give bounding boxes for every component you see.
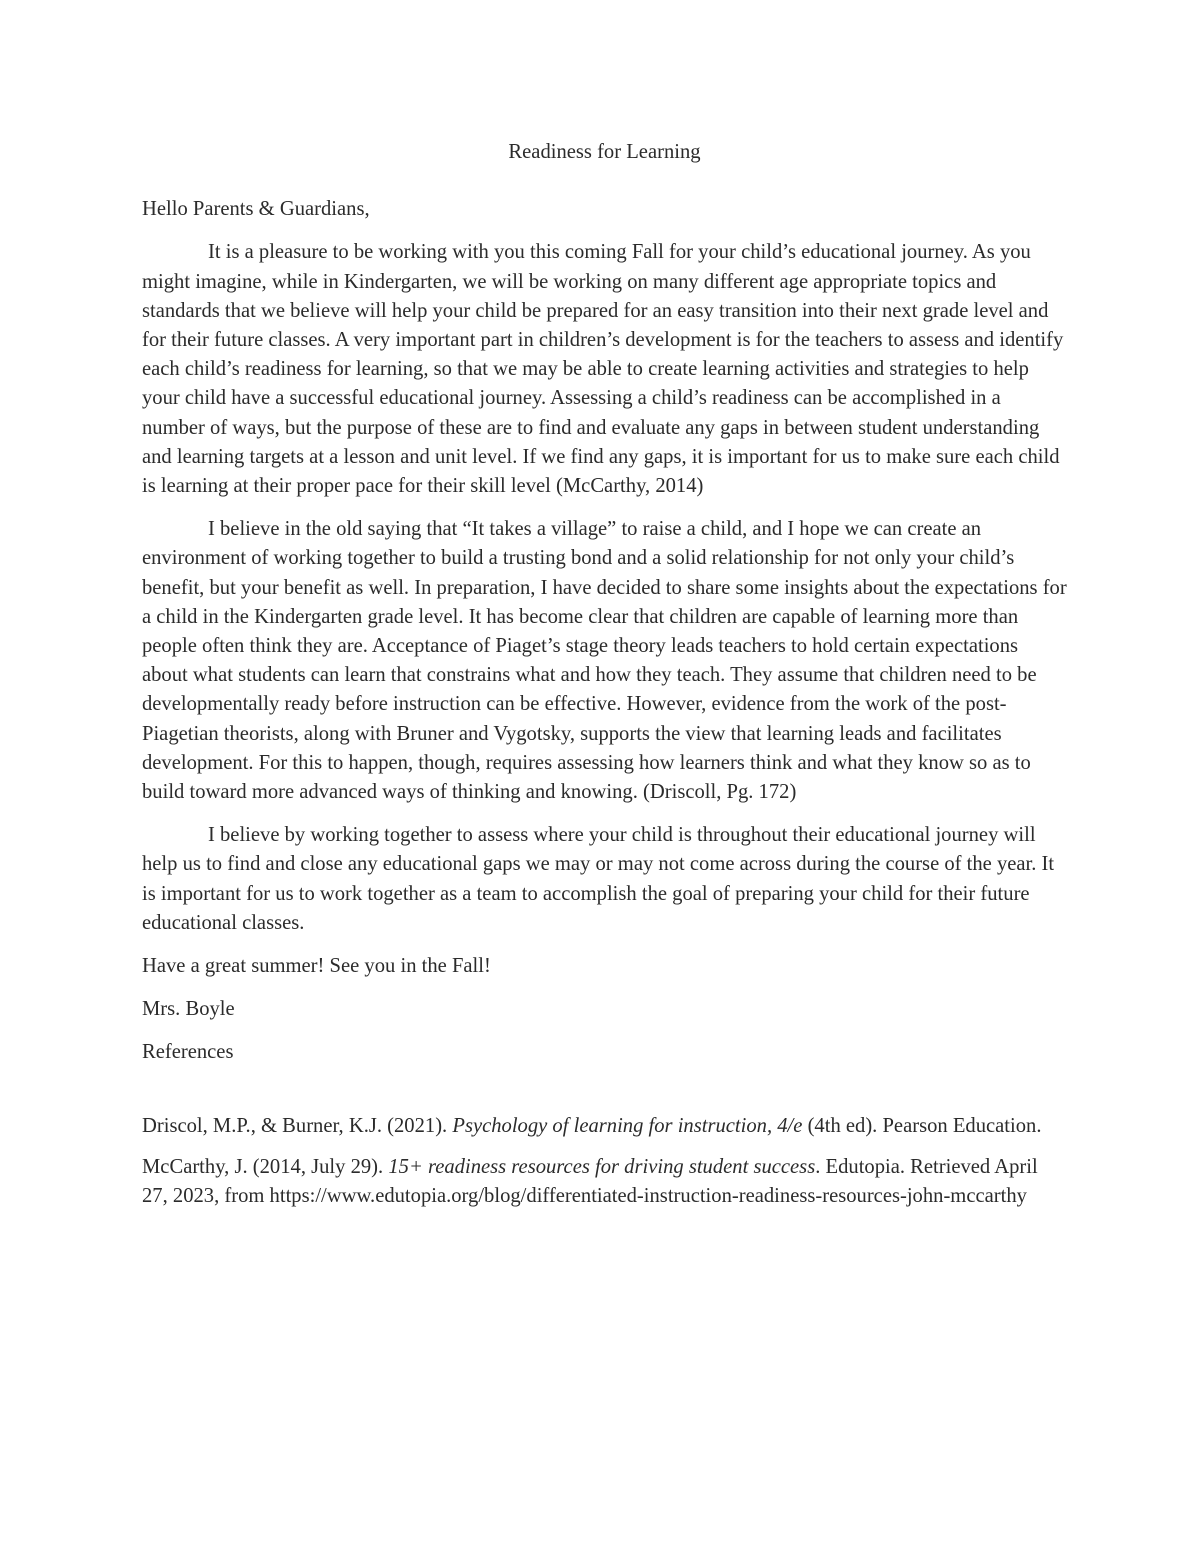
reference-driscol-title: Psychology of learning for instruction, 4/e: [452, 1114, 803, 1137]
paragraph-village: I believe in the old saying that “It takes a village” to raise a child, and I hope we can create an environment of working together to build a trusting bond and a solid relationship for not only your child’s benefit, but your benefit as well. In preparation, I have decided to share some insights about the expectations for a child in the Kindergarten grade level. It has become clear that children are capable of learning more than people often think they are. Acceptance of Piaget’s stage theory leads teachers to hold certain expectations about what students can learn that constrains what and how they teach. They assume that children need to be developmentally ready before instruction can be effective. However, evidence from the work of the post-Piagetian theorists, along with Bruner and Vygotsky, supports the view that learning leads and facilitates development. For this to happen, though, requires assessing how learners think and what they know so as to build toward more advanced ways of thinking and knowing. (Driscoll, Pg. 172): [142, 518, 1067, 804]
document-body: [142, 138, 1067, 1223]
reference-mccarthy-title: 15+ readiness resources for driving student success: [388, 1155, 816, 1178]
document-title: Readiness for Learning: [508, 141, 701, 163]
reference-driscol: [142, 1112, 1067, 1141]
greeting: Hello Parents & Guardians,: [142, 198, 370, 221]
closing-line: Have a great summer! See you in the Fall!: [142, 955, 491, 978]
signature: Mrs. Boyle: [142, 998, 235, 1021]
reference-driscol-authors: Driscol, M.P., & Burner, K.J. (2021).: [142, 1114, 453, 1137]
paragraph-introduction: It is a pleasure to be working with you this coming Fall for your child’s educational journey. As you might imagine, while in Kindergarten, we will be working on many different age appropriate topics and standards that we believe will help your child be prepared for an easy transition into their next grade level and for their future classes. A very important part in children’s development is for the teachers to assess and identify each child’s readiness for learning, so that we may be able to create learning activities and strategies to help your child have a successful educational journey. Assessing a child’s readiness can be accomplished in a number of ways, but the purpose of these are to find and evaluate any gaps in between student understanding and learning targets at a lesson and unit level. If we find any gaps, it is important for us to make sure each child is learning at their proper pace for their skill level (McCarthy, 2014): [142, 241, 1064, 498]
reference-mccarthy-details: . Edutopia. Retrieved April 27, 2023, from https://www.edutopia.org/blog/differentiated-instruction-readiness-resources-john-mccarthy: [142, 1155, 1038, 1208]
reference-driscol-details: (4th ed). Pearson Education.: [802, 1114, 1042, 1137]
paragraph-teamwork: I believe by working together to assess where your child is throughout their educational journey will help us to find and close any educational gaps we may or may not come across during the course of the year. It is important for us to work together as a team to accomplish the goal of preparing your child for their future educational classes.: [142, 824, 1055, 934]
references-heading: References: [142, 1041, 234, 1064]
reference-mccarthy: [142, 1153, 1067, 1211]
reference-mccarthy-authors: McCarthy, J. (2014, July 29).: [142, 1155, 389, 1178]
